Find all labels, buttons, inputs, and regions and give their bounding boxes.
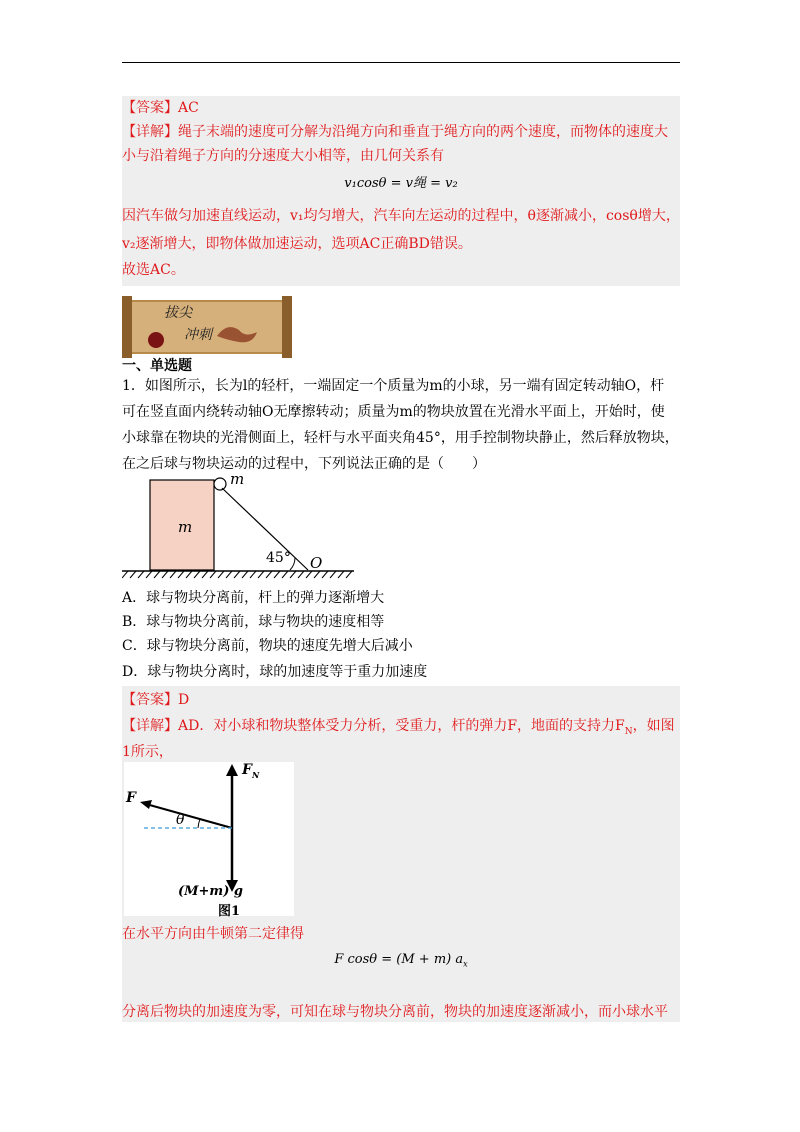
ball-label: m (230, 470, 245, 488)
figure-caption: 图1 (218, 904, 241, 919)
header-rule (122, 62, 680, 63)
banner-text-1: 拔尖 (164, 305, 192, 321)
answer-block-1 (122, 96, 680, 286)
formula-2: F cosθ = (M + m) $a_x$ (334, 952, 468, 969)
section-title: 一、单选题 (122, 358, 192, 374)
detail-line-5: 故选AC。 (122, 262, 185, 278)
fn-label: $F_N$ (242, 762, 260, 780)
ball (214, 478, 226, 490)
pivot-label: O (310, 554, 323, 572)
angle-label: 45° (266, 550, 291, 566)
theta-label: θ (176, 812, 185, 828)
question-line-4: 在之后球与物块运动的过程中，下列说法正确的是（ ） (122, 456, 486, 472)
detail2-line-4: 分离后物块的加速度为零，可知在球与物块分离前，物块的加速度逐渐减小，而小球水平 (122, 1004, 668, 1020)
answer-line: 【答案】AC (122, 100, 199, 116)
detail2-line-1: 【详解】AD．对小球和物块整体受力分析，受重力，杆的弹力F，地面的支持力$F_N$，如图 (122, 718, 675, 737)
detail2-line-2: 1所示， (122, 744, 173, 760)
detail2-line-3: 在水平方向由牛顿第二定律得 (122, 926, 304, 942)
question-line-1: 1．如图所示，长为l的轻杆，一端固定一个质量为m的小球，另一端有固定转动轴O，杆 (122, 378, 665, 394)
option-b: B．球与物块分离前，球与物块的速度相等 (122, 614, 385, 630)
f-label: F (126, 790, 136, 806)
block-label: m (178, 518, 193, 536)
rod (222, 488, 308, 570)
option-d: D．球与物块分离时，球的加速度等于重力加速度 (122, 664, 428, 680)
answer-block-2 (122, 686, 680, 1022)
question-line-3: 小球靠在物块的光滑侧面上，轻杆与水平面夹角45°，用手控制物块静止，然后释放物块， (122, 430, 679, 446)
weight-label: (M+m) g (178, 884, 243, 899)
question-line-2: 可在竖直面内绕转动轴O无摩擦转动；质量为m的物块放置在光滑水平面上，开始时，使 (122, 404, 665, 420)
figure-block-rod (122, 470, 362, 580)
formula-1: v₁cosθ = v绳 = v₂ (344, 176, 458, 191)
banner-scroll (122, 296, 292, 358)
detail-line-3: 因汽车做匀加速直线运动，v₁均匀增大，汽车向左运动的过程中，θ逐渐减小，cosθ增大， (122, 208, 680, 224)
detail-line-4: v₂逐渐增大，即物体做加速运动，选项AC正确BD错误。 (122, 236, 472, 252)
answer-line-2: 【答案】D (122, 692, 190, 708)
option-c: C．球与物块分离前，物块的速度先增大后减小 (122, 638, 413, 654)
figure-free-body (124, 762, 294, 919)
detail-line-1: 【详解】绳子末端的速度可分解为沿绳方向和垂直于绳方向的两个速度，而物体的速度大 (122, 124, 668, 140)
banner-text-2: 冲刺 (184, 327, 212, 343)
detail-line-2: 小与沿着绳子方向的分速度大小相等，由几何关系有 (122, 148, 444, 164)
option-a: A．球与物块分离前，杆上的弹力逐渐增大 (122, 590, 385, 606)
